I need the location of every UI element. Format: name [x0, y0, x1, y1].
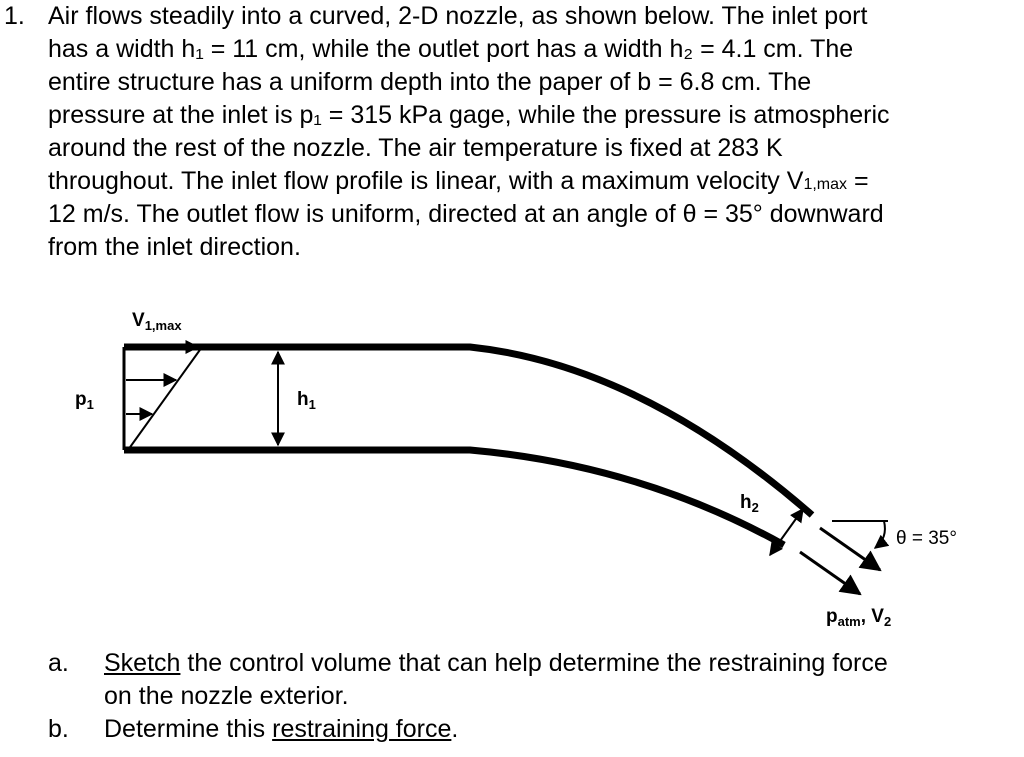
patm-v2-label	[826, 606, 891, 629]
outlet-arrow-upper	[820, 528, 880, 570]
p1-label	[75, 389, 94, 412]
h2-label	[740, 492, 759, 515]
h1-label	[297, 389, 316, 412]
problem-number: 1.	[4, 2, 25, 30]
nozzle-lower-wall	[124, 450, 784, 545]
problem-line-7: 12 m/s. The outlet flow is uniform, directed at an angle of θ = 35° downward	[48, 200, 884, 228]
problem-line-6-sub: 1,max	[803, 176, 848, 193]
p1-main: p	[75, 389, 87, 410]
velocity-profile-line	[128, 347, 202, 450]
problem-line-6-text: throughout. The inlet flow profile is linear, with a maximum velocity V	[48, 167, 804, 195]
nozzle-upper-wall	[124, 347, 812, 515]
problem-line-8: from the inlet direction.	[48, 233, 301, 261]
part-a-underlined: Sketch	[104, 649, 181, 677]
part-b-underlined: restraining force	[272, 715, 452, 743]
v1max-sub: 1,max	[144, 318, 182, 333]
h2-sub: 2	[751, 500, 759, 515]
part-b-plain: Determine this	[104, 715, 273, 743]
part-b-line	[104, 713, 458, 746]
theta-arc	[875, 521, 885, 548]
h1-main: h	[297, 389, 309, 410]
v1max-label	[132, 310, 182, 333]
part-a-rest: the control volume that can help determine the restraining force	[180, 649, 888, 677]
patm-sub: atm	[837, 614, 861, 629]
problem-line-5: around the rest of the nozzle. The air temperature is fixed at 283 K	[48, 134, 783, 162]
h2-dimension-arrow	[770, 509, 803, 555]
p1-sub: 1	[86, 397, 94, 412]
v2-sub: 2	[883, 614, 892, 629]
problem-line-3: entire structure has a uniform depth into the paper of b = 6.8 cm. The	[48, 68, 812, 96]
h1-sub: 1	[308, 397, 316, 412]
v1max-main: V	[132, 310, 145, 331]
part-a-letter: a.	[48, 649, 69, 677]
part-b-end: .	[451, 715, 459, 743]
part-b-letter: b.	[48, 715, 69, 743]
part-a-line-2: on the nozzle exterior.	[104, 682, 349, 710]
patm-sep: , V	[860, 606, 884, 627]
problem-line-4: pressure at the inlet is p₁ = 315 kPa gage, while the pressure is atmospheric	[48, 101, 890, 129]
problem-line-1: Air flows steadily into a curved, 2-D nozzle, as shown below. The inlet port	[48, 2, 868, 30]
problem-line-6-tail: =	[847, 167, 869, 195]
part-a-line-1	[104, 647, 888, 680]
problem-line-2: has a width h₁ = 11 cm, while the outlet port has a width h₂ = 4.1 cm. The	[48, 35, 854, 63]
theta-label: θ = 35°	[896, 528, 957, 549]
patm-main: p	[826, 606, 838, 627]
h2-main: h	[740, 492, 752, 513]
outlet-arrow-lower	[800, 552, 860, 594]
